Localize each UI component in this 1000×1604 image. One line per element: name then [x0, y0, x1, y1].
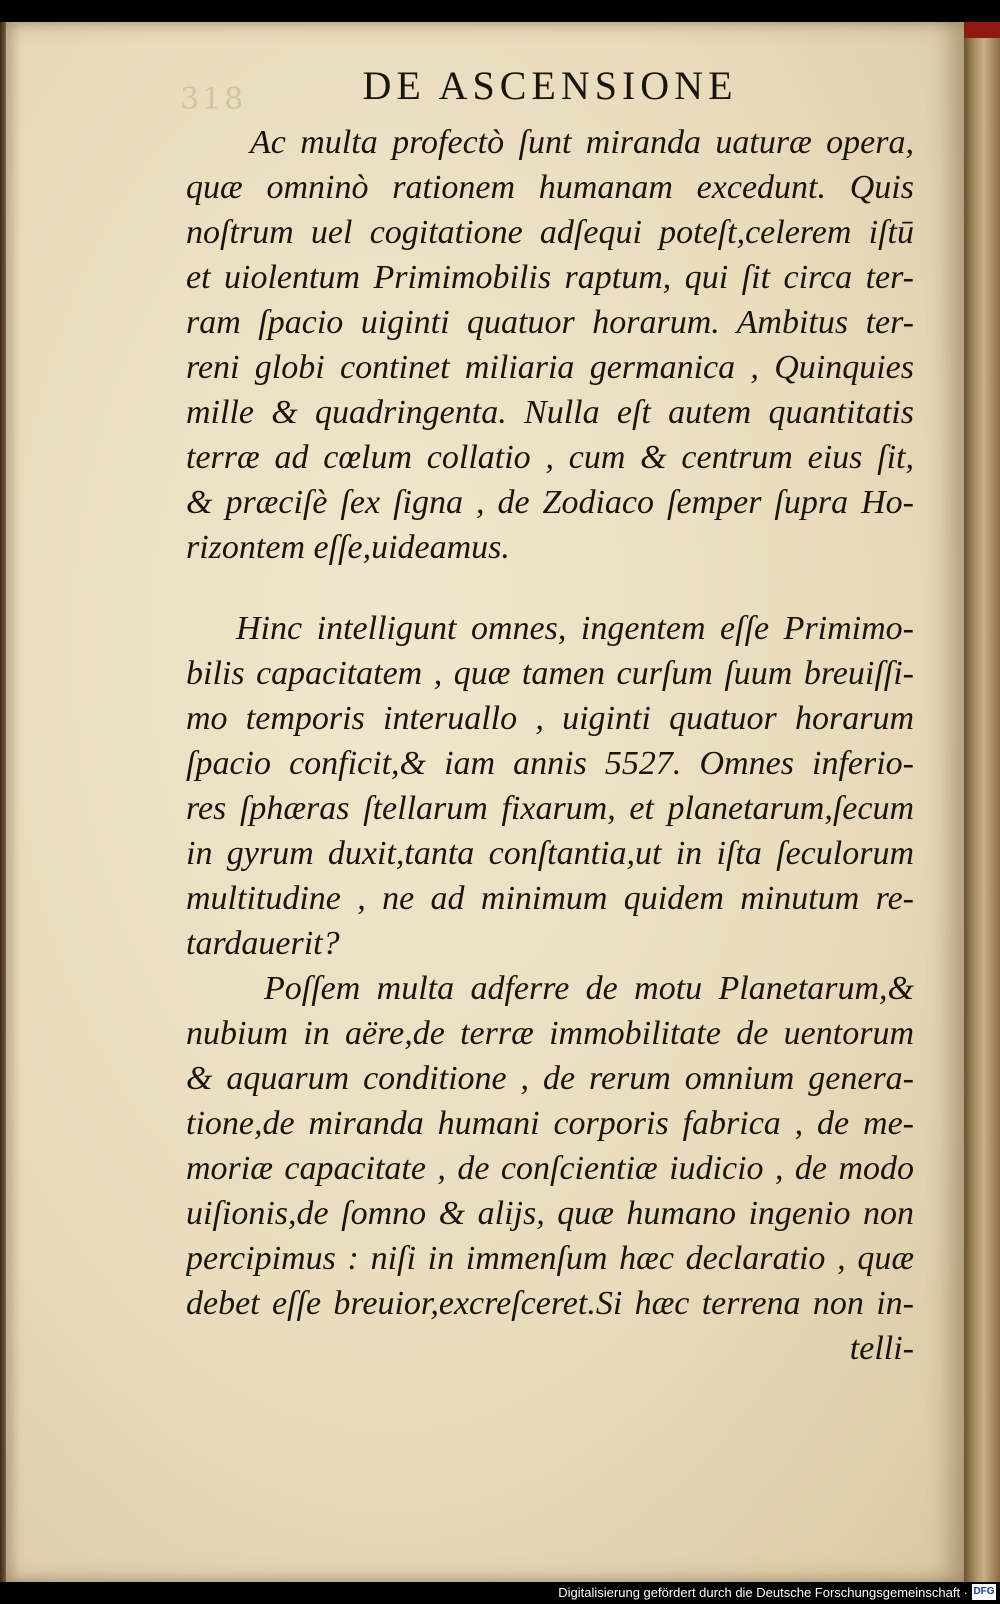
text-line: noſtrum uel cogitatione adſequi poteſt,celerem iſtū	[186, 214, 914, 251]
text-line: debet eſſe breuior,excreſceret.Si hæc terrena non in-	[186, 1285, 914, 1322]
text-line: quæ omninò rationem humanam excedunt. Quis	[186, 169, 914, 206]
text-line: Poſſem multa adferre de motu Planetarum,&	[264, 970, 914, 1007]
faint-page-number: 318	[180, 82, 247, 117]
funding-credit: Digitalisierung gefördert durch die Deutsche Forschungsgemeinschaft ·	[558, 1585, 968, 1600]
text-line: moriæ capacitate , de conſcientiæ iudicio , de modo	[186, 1150, 914, 1187]
text-line: et uiolentum Primimobilis raptum, qui ſit circa ter-	[186, 259, 914, 296]
text-line: uiſionis,de ſomno & alijs, quæ humano ingenio non	[186, 1195, 914, 1232]
text-line: tione,de miranda humani corporis fabrica , de me-	[186, 1105, 914, 1142]
running-head: DE ASCENSIONE	[362, 63, 738, 108]
text-line: & præciſè ſex ſigna , de Zodiaco ſemper ſupra Ho-	[186, 484, 914, 521]
red-marker	[964, 22, 1000, 38]
text-line: terræ ad cœlum collatio , cum & centrum eius ſit,	[186, 439, 914, 476]
paragraph-gap	[186, 570, 914, 606]
text-line: reni globi continet miliaria germanica , Quinquies	[186, 349, 914, 386]
dfg-logo-icon: DFG	[972, 1584, 996, 1600]
page-edge-strip	[964, 22, 1000, 1582]
text-line: & aquarum conditione , de rerum omnium genera-	[186, 1060, 914, 1097]
text-line: Hinc intelligunt omnes, ingentem eſſe Primimo-	[236, 610, 914, 647]
text-line: Ac multa profectò ſunt miranda uaturæ opera,	[250, 124, 914, 161]
text-line: multitudine , ne ad minimum quidem minutum re-	[186, 880, 914, 917]
text-line: ram ſpacio uiginti quatuor horarum. Ambitus ter-	[186, 304, 914, 341]
text-line: bilis capacitatem , quæ tamen curſum ſuum breuiſſi-	[186, 655, 914, 692]
catchword: telli-	[849, 1330, 914, 1367]
text-line: in gyrum duxit,tanta conſtantia,ut in iſta ſeculorum	[186, 835, 914, 872]
text-line: mille & quadringenta. Nulla eſt autem quantitatis	[186, 394, 914, 431]
text-line: res ſphæras ſtellarum fixarum, et planetarum,ſecum	[186, 790, 914, 827]
body-text	[186, 120, 914, 1371]
text-line: percipimus : niſi in immenſum hæc declaratio , quæ	[186, 1240, 914, 1277]
text-line: nubium in aëre,de terræ immobilitate de uentorum	[186, 1015, 914, 1052]
text-line: mo temporis interuallo , uiginti quatuor horarum	[186, 700, 914, 737]
text-line: ſpacio conficit,& iam annis 5527. Omnes inferio-	[186, 745, 914, 782]
text-line: rizontem eſſe,uideamus.	[186, 529, 510, 566]
text-line: tardauerit?	[186, 925, 340, 962]
